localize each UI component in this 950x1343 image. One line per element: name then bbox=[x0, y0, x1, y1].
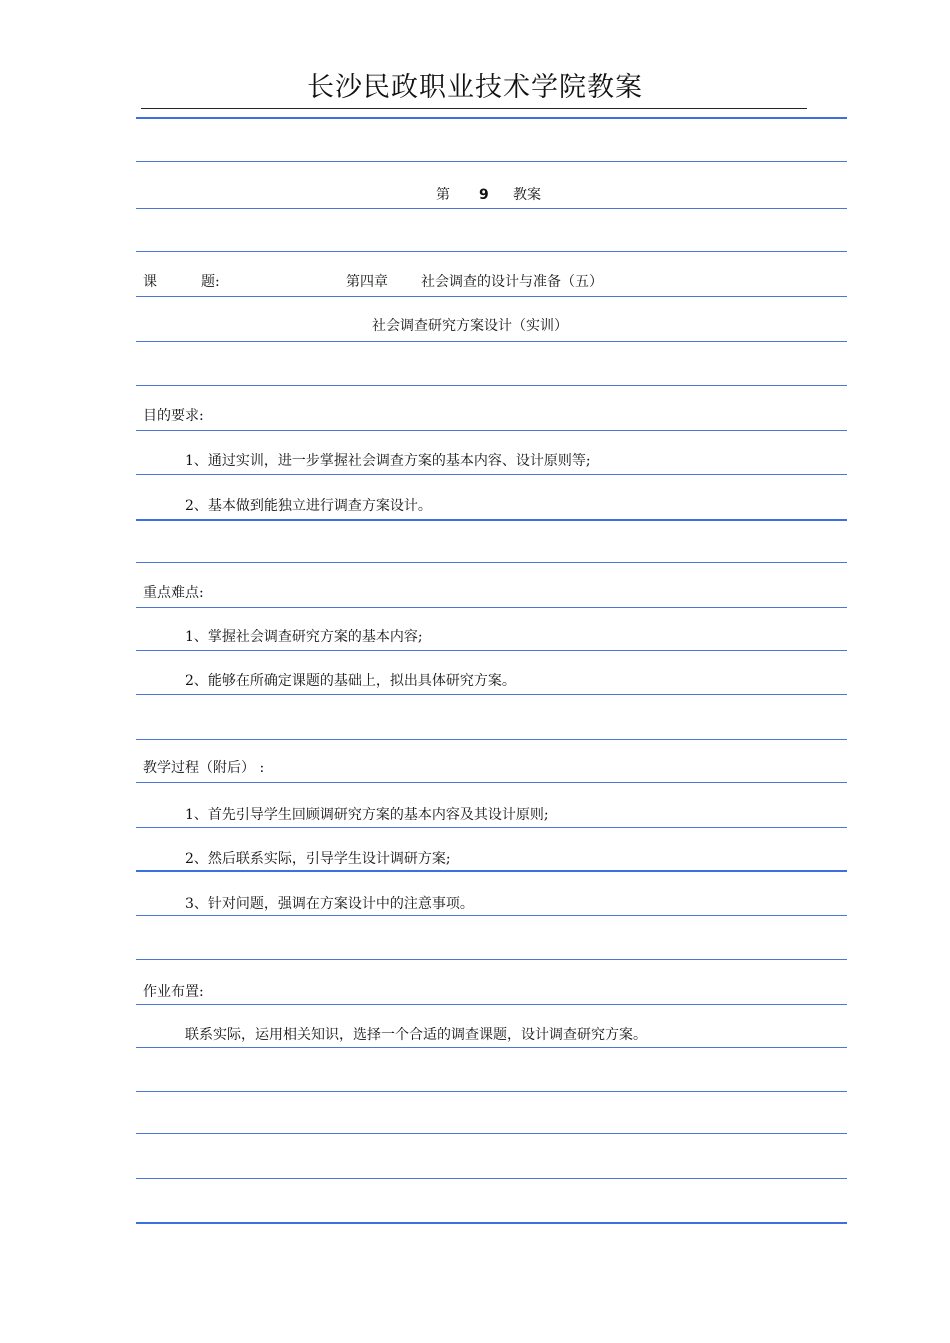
divider-line bbox=[136, 519, 847, 521]
lesson-suffix: 教案 bbox=[513, 187, 541, 203]
topic-subtitle: 社会调查研究方案设计（实训） bbox=[372, 318, 568, 334]
divider-line bbox=[136, 870, 847, 872]
homework-text: 联系实际，运用相关知识，选择一个合适的调查课题，设计调查研究方案。 bbox=[185, 1027, 647, 1043]
divider-line bbox=[136, 430, 847, 431]
divider-line bbox=[136, 296, 847, 297]
key-point-item: 2、能够在所确定课题的基础上，拟出具体研究方案。 bbox=[185, 673, 516, 689]
page-title: 长沙民政职业技术学院教案 bbox=[307, 72, 643, 103]
objective-item: 2、基本做到能独立进行调查方案设计。 bbox=[185, 498, 432, 514]
divider-line bbox=[136, 1047, 847, 1048]
lesson-prefix: 第 bbox=[436, 187, 450, 203]
process-heading: 教学过程（附后） : bbox=[143, 760, 265, 776]
divider-line bbox=[136, 562, 847, 563]
divider-line bbox=[136, 161, 847, 162]
divider-line bbox=[136, 1091, 847, 1092]
topic-label: 课 bbox=[143, 274, 157, 290]
divider-line bbox=[136, 208, 847, 209]
topic-title: 社会调查的设计与准备（五） bbox=[421, 274, 603, 290]
homework-heading: 作业布置: bbox=[143, 984, 204, 1000]
divider-line bbox=[136, 1004, 847, 1005]
lesson-number: 9 bbox=[479, 187, 489, 203]
topic-label-colon: 题: bbox=[201, 274, 220, 290]
divider-line bbox=[136, 385, 847, 386]
divider-line bbox=[136, 607, 847, 608]
divider-line bbox=[136, 1178, 847, 1179]
divider-line bbox=[136, 1133, 847, 1134]
divider-line bbox=[136, 739, 847, 740]
process-item: 2、然后联系实际，引导学生设计调研方案; bbox=[185, 851, 451, 867]
divider-line bbox=[136, 251, 847, 252]
divider-line bbox=[136, 341, 847, 342]
divider-line bbox=[136, 117, 847, 119]
process-item: 1、首先引导学生回顾调研究方案的基本内容及其设计原则; bbox=[185, 807, 549, 823]
key-point-item: 1、掌握社会调查研究方案的基本内容; bbox=[185, 629, 423, 645]
key-points-heading: 重点难点: bbox=[143, 585, 204, 601]
divider-line bbox=[136, 827, 847, 828]
divider-line bbox=[136, 1222, 847, 1224]
divider-line bbox=[136, 959, 847, 960]
process-item: 3、针对问题，强调在方案设计中的注意事项。 bbox=[185, 896, 474, 912]
divider-line bbox=[136, 782, 847, 783]
divider-line bbox=[136, 915, 847, 916]
title-underline bbox=[141, 108, 807, 109]
divider-line bbox=[136, 650, 847, 651]
divider-line bbox=[136, 474, 847, 475]
objective-item: 1、通过实训，进一步掌握社会调查方案的基本内容、设计原则等; bbox=[185, 453, 591, 469]
topic-chapter: 第四章 bbox=[346, 274, 388, 290]
objectives-heading: 目的要求: bbox=[143, 408, 204, 424]
divider-line bbox=[136, 694, 847, 695]
